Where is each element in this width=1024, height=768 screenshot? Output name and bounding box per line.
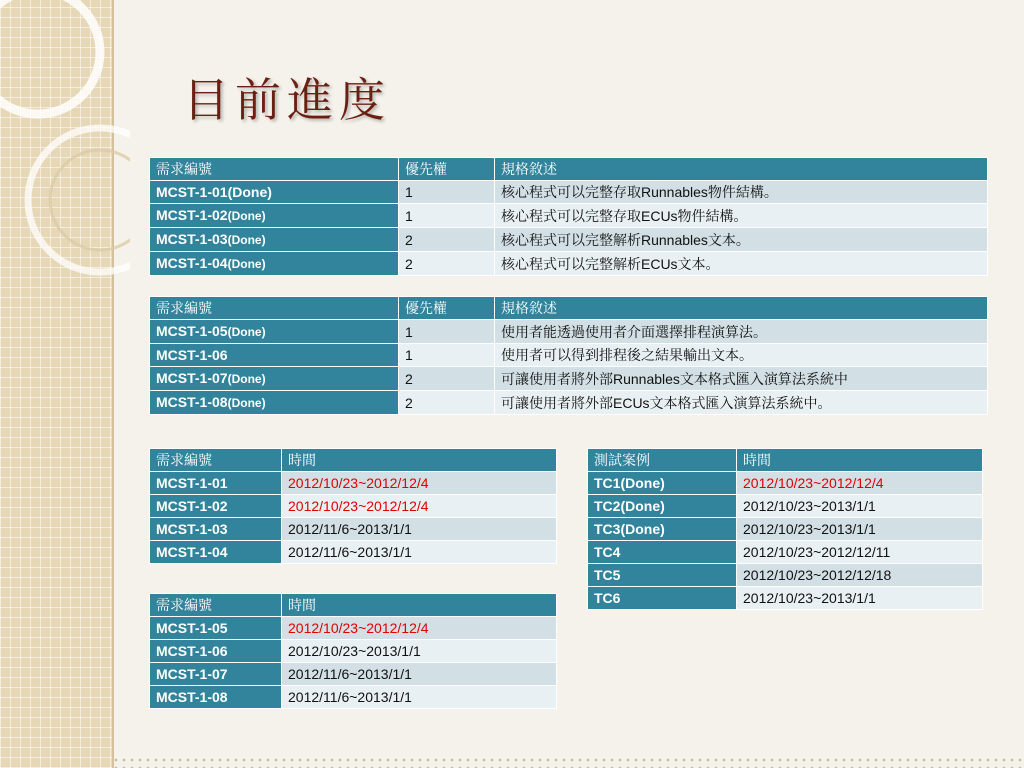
table-row — [588, 518, 983, 541]
priority-cell: 2 — [399, 252, 495, 276]
description-cell: 核心程式可以完整解析Runnables文本。 — [495, 228, 988, 252]
table-row — [150, 181, 988, 204]
requirement-id: MCST-1-08 — [156, 394, 228, 410]
table-header-row — [150, 449, 557, 472]
description-cell: 核心程式可以完整解析ECUs文本。 — [495, 252, 988, 276]
description-cell: 使用者能透過使用者介面選擇排程演算法。 — [495, 320, 988, 344]
requirement-id-cell — [150, 367, 399, 391]
requirement-id: MCST-1-02 — [156, 207, 228, 223]
priority-cell: 2 — [399, 367, 495, 391]
description-cell: 使用者可以得到排程後之結果輸出文本。 — [495, 344, 988, 367]
time-range-cell: 2012/10/23~2013/1/1 — [737, 587, 983, 610]
header-cell: 規格敘述 — [495, 297, 988, 320]
requirement-id-cell: MCST-1-03 — [150, 518, 282, 541]
done-suffix: (Done) — [227, 233, 266, 247]
requirement-id-cell — [150, 320, 399, 344]
priority-cell: 1 — [399, 344, 495, 367]
test-case-id-cell: TC2(Done) — [588, 495, 737, 518]
header-cell: 時間 — [737, 449, 983, 472]
header-cell: 時間 — [282, 449, 557, 472]
test-case-id-cell: TC3(Done) — [588, 518, 737, 541]
done-suffix: (Done) — [227, 372, 266, 386]
requirement-id-cell — [150, 252, 399, 276]
test-case-id-cell: TC5 — [588, 564, 737, 587]
requirement-id: MCST-1-07 — [156, 370, 228, 386]
time-range-cell: 2012/10/23~2012/12/4 — [737, 472, 983, 495]
requirement-schedule-table-2 — [149, 593, 557, 709]
time-range-cell: 2012/10/23~2013/1/1 — [282, 640, 557, 663]
header-cell: 需求編號 — [150, 297, 399, 320]
test-case-table — [587, 448, 983, 610]
time-range-cell: 2012/11/6~2013/1/1 — [282, 663, 557, 686]
time-range-cell: 2012/10/23~2012/12/18 — [737, 564, 983, 587]
header-cell: 需求編號 — [150, 594, 282, 617]
priority-cell: 1 — [399, 181, 495, 204]
header-cell: 測試案例 — [588, 449, 737, 472]
header-cell: 優先權 — [399, 297, 495, 320]
test-case-id-cell: TC1(Done) — [588, 472, 737, 495]
priority-cell: 2 — [399, 228, 495, 252]
time-range-cell: 2012/10/23~2012/12/4 — [282, 472, 557, 495]
time-range-cell: 2012/11/6~2013/1/1 — [282, 518, 557, 541]
table-header-row — [150, 297, 988, 320]
description-cell: 可讓使用者將外部ECUs文本格式匯入演算法系統中。 — [495, 391, 988, 415]
table-row — [150, 640, 557, 663]
table-header-row — [150, 158, 988, 181]
requirements-spec-table-1 — [149, 157, 988, 276]
requirement-id: MCST-1-03 — [156, 231, 228, 247]
header-cell: 時間 — [282, 594, 557, 617]
time-range-cell: 2012/10/23~2012/12/11 — [737, 541, 983, 564]
table-row — [150, 617, 557, 640]
table-row — [150, 663, 557, 686]
requirement-id-cell: MCST-1-02 — [150, 495, 282, 518]
decorative-circles — [0, 0, 130, 300]
time-range-cell: 2012/10/23~2013/1/1 — [737, 495, 983, 518]
table-row — [150, 391, 988, 415]
done-suffix: (Done) — [227, 325, 266, 339]
table-row — [150, 320, 988, 344]
table-header-row — [588, 449, 983, 472]
requirement-id-cell: MCST-1-01(Done) — [150, 181, 399, 204]
description-cell: 可讓使用者將外部Runnables文本格式匯入演算法系統中 — [495, 367, 988, 391]
table-row — [150, 204, 988, 228]
time-range-cell: 2012/11/6~2013/1/1 — [282, 541, 557, 564]
table-row — [588, 587, 983, 610]
table-row — [150, 518, 557, 541]
table-row — [150, 344, 988, 367]
header-cell: 規格敘述 — [495, 158, 988, 181]
requirement-id-cell — [150, 391, 399, 415]
table-row — [150, 541, 557, 564]
test-case-id-cell: TC4 — [588, 541, 737, 564]
header-cell: 優先權 — [399, 158, 495, 181]
table-row — [150, 495, 557, 518]
requirement-id-cell — [150, 204, 399, 228]
header-cell: 需求編號 — [150, 158, 399, 181]
requirement-id-cell: MCST-1-08 — [150, 686, 282, 709]
table-row — [588, 472, 983, 495]
requirement-id-cell: MCST-1-05 — [150, 617, 282, 640]
time-range-cell: 2012/10/23~2012/12/4 — [282, 495, 557, 518]
description-cell: 核心程式可以完整存取ECUs物件結構。 — [495, 204, 988, 228]
table-row — [588, 495, 983, 518]
table-row — [588, 564, 983, 587]
done-suffix: (Done) — [227, 209, 266, 223]
table-row — [150, 252, 988, 276]
requirement-id-cell: MCST-1-01 — [150, 472, 282, 495]
test-case-id-cell: TC6 — [588, 587, 737, 610]
table-row — [150, 367, 988, 391]
done-suffix: (Done) — [227, 396, 266, 410]
table-row — [150, 686, 557, 709]
priority-cell: 1 — [399, 320, 495, 344]
page-title: 目前進度 — [183, 73, 391, 127]
requirement-id-cell: MCST-1-07 — [150, 663, 282, 686]
requirement-id-cell: MCST-1-04 — [150, 541, 282, 564]
header-cell: 需求編號 — [150, 449, 282, 472]
requirement-id-cell: MCST-1-06 — [150, 640, 282, 663]
time-range-cell: 2012/10/23~2012/12/4 — [282, 617, 557, 640]
decorative-dot-strip — [112, 756, 1024, 768]
time-range-cell: 2012/10/23~2013/1/1 — [737, 518, 983, 541]
requirement-id-cell: MCST-1-06 — [150, 344, 399, 367]
requirement-id: MCST-1-05 — [156, 323, 228, 339]
requirement-id: MCST-1-04 — [156, 255, 228, 271]
requirement-id-cell — [150, 228, 399, 252]
requirement-schedule-table-1 — [149, 448, 557, 564]
description-cell: 核心程式可以完整存取Runnables物件結構。 — [495, 181, 988, 204]
table-row — [150, 228, 988, 252]
done-suffix: (Done) — [227, 257, 266, 271]
priority-cell: 2 — [399, 391, 495, 415]
table-row — [588, 541, 983, 564]
time-range-cell: 2012/11/6~2013/1/1 — [282, 686, 557, 709]
table-row — [150, 472, 557, 495]
priority-cell: 1 — [399, 204, 495, 228]
requirements-spec-table-2 — [149, 296, 988, 415]
table-header-row — [150, 594, 557, 617]
